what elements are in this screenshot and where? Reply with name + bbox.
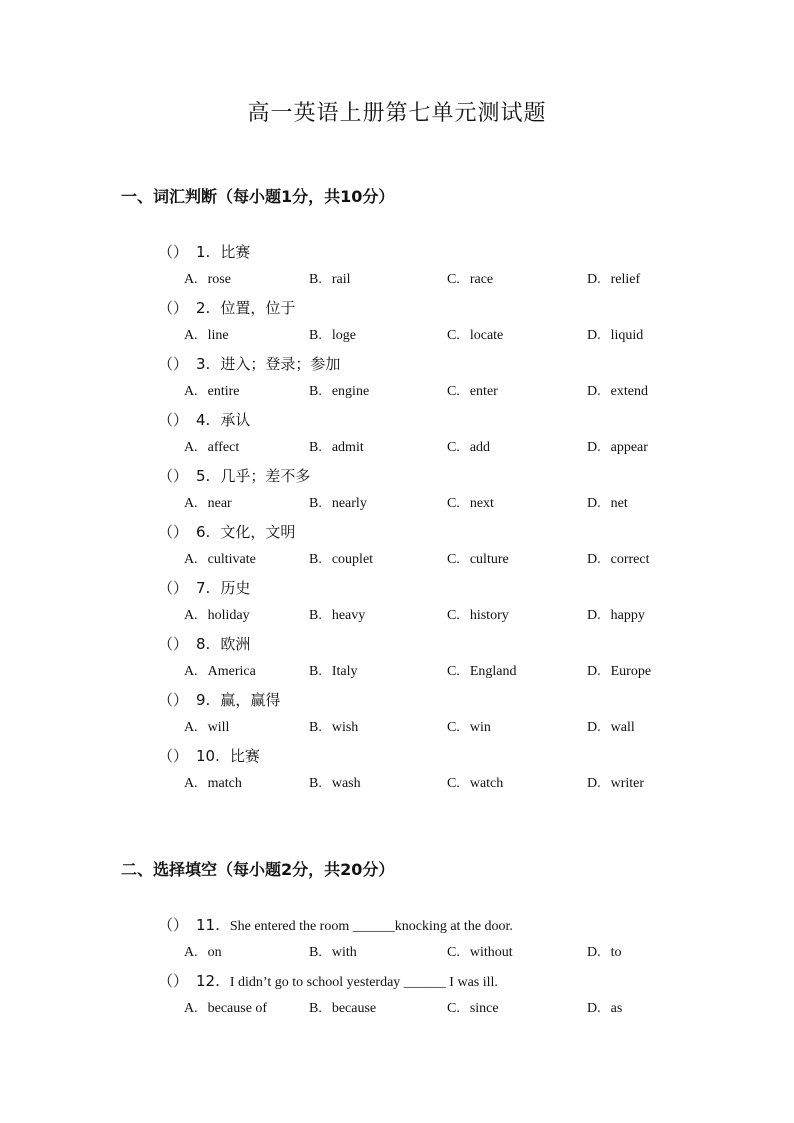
section-heading-vocabulary: 一、词汇判断（每小题1分，共10分）: [121, 187, 395, 206]
option-d[interactable]: [587, 324, 643, 348]
option-letter: D.: [587, 608, 601, 623]
option-d[interactable]: [587, 268, 640, 292]
question-text: 承认: [220, 411, 251, 429]
option-letter: A.: [184, 1001, 198, 1016]
option-c[interactable]: [447, 268, 493, 292]
option-text: history: [469, 608, 509, 623]
option-text: because of: [207, 1001, 268, 1016]
option-letter: A.: [184, 384, 198, 399]
page-title: 高一英语上册第七单元测试题: [247, 101, 547, 126]
option-text: race: [469, 272, 494, 287]
option-letter: C.: [447, 776, 460, 791]
option-text: line: [207, 328, 229, 343]
option-text: entire: [207, 384, 240, 399]
option-letter: D.: [587, 272, 601, 287]
question-number: 10.: [196, 747, 220, 765]
question-text: 比赛: [220, 243, 251, 261]
answer-blank[interactable]: （）: [158, 579, 189, 597]
option-letter: A.: [184, 664, 198, 679]
question-stem: [158, 520, 295, 544]
option-b[interactable]: [309, 772, 361, 796]
option-text: liquid: [610, 328, 644, 343]
option-letter: A.: [184, 496, 198, 511]
question-number: 3.: [196, 355, 211, 373]
option-letter: B.: [309, 945, 322, 960]
option-letter: B.: [309, 328, 322, 343]
option-letter: A.: [184, 328, 198, 343]
option-text: watch: [469, 776, 504, 791]
option-b[interactable]: [309, 436, 364, 460]
question-item: [158, 240, 718, 296]
option-text: couplet: [331, 552, 374, 567]
answer-blank[interactable]: （）: [158, 916, 189, 934]
option-letter: A.: [184, 776, 198, 791]
option-letter: D.: [587, 328, 601, 343]
option-text: correct: [610, 552, 650, 567]
option-text: Italy: [331, 664, 358, 679]
option-letter: A.: [184, 272, 198, 287]
option-b[interactable]: [309, 324, 356, 348]
answer-blank[interactable]: （）: [158, 243, 189, 261]
option-row: [158, 660, 718, 684]
option-letter: D.: [587, 552, 601, 567]
option-d[interactable]: [587, 941, 622, 965]
option-d[interactable]: [587, 492, 628, 516]
option-a[interactable]: [184, 380, 240, 404]
option-row: [158, 436, 718, 460]
section-heading-multiple-choice: 二、选择填空（每小题2分，共20分）: [121, 860, 395, 879]
option-c[interactable]: [447, 324, 503, 348]
question-stem: [158, 632, 250, 656]
option-c[interactable]: [447, 941, 513, 965]
question-item: [158, 408, 718, 464]
option-a[interactable]: [184, 604, 250, 628]
option-c[interactable]: [447, 492, 494, 516]
answer-blank[interactable]: （）: [158, 467, 189, 485]
option-c[interactable]: [447, 436, 490, 460]
option-a[interactable]: [184, 268, 231, 292]
question-text: She entered the room ______knocking at the door.: [229, 919, 513, 934]
option-text: locate: [469, 328, 504, 343]
question-stem: [158, 744, 260, 768]
option-letter: D.: [587, 776, 601, 791]
option-text: Europe: [610, 664, 652, 679]
option-b[interactable]: [309, 268, 351, 292]
option-text: engine: [331, 384, 370, 399]
question-stem: [158, 296, 295, 320]
question-stem: [158, 352, 340, 376]
option-letter: B.: [309, 608, 322, 623]
option-d[interactable]: [587, 380, 648, 404]
question-stem: [158, 464, 310, 488]
option-row: [158, 941, 718, 965]
option-text: writer: [610, 776, 645, 791]
question-text: 比赛: [229, 747, 260, 765]
question-number: 9.: [196, 691, 211, 709]
option-text: add: [469, 440, 491, 455]
option-b[interactable]: [309, 492, 367, 516]
answer-blank[interactable]: （）: [158, 523, 189, 541]
option-text: holiday: [207, 608, 250, 623]
question-item: [158, 520, 718, 576]
question-text: 欧洲: [220, 635, 251, 653]
option-letter: B.: [309, 496, 322, 511]
option-text: heavy: [331, 608, 366, 623]
option-letter: C.: [447, 384, 460, 399]
option-text: wash: [331, 776, 361, 791]
option-letter: B.: [309, 552, 322, 567]
option-text: next: [469, 496, 494, 511]
option-letter: C.: [447, 1001, 460, 1016]
option-letter: C.: [447, 608, 460, 623]
question-item: [158, 632, 718, 688]
question-number: 6.: [196, 523, 211, 541]
question-text: 几乎；差不多: [220, 467, 311, 485]
option-letter: D.: [587, 440, 601, 455]
option-a[interactable]: [184, 436, 239, 460]
multiple-choice-question-list: [158, 913, 718, 1025]
option-letter: C.: [447, 720, 460, 735]
option-d[interactable]: [587, 997, 622, 1021]
option-letter: A.: [184, 440, 198, 455]
answer-blank[interactable]: （）: [158, 635, 189, 653]
option-row: [158, 268, 718, 292]
option-b[interactable]: [309, 660, 358, 684]
option-text: to: [610, 945, 622, 960]
option-text: since: [469, 1001, 499, 1016]
question-number: 7.: [196, 579, 211, 597]
question-number: 11.: [196, 916, 220, 934]
option-d[interactable]: [587, 716, 635, 740]
question-item: [158, 744, 718, 800]
option-letter: D.: [587, 384, 601, 399]
option-text: loge: [331, 328, 356, 343]
option-c[interactable]: [447, 772, 503, 796]
option-letter: B.: [309, 1001, 322, 1016]
option-text: happy: [610, 608, 645, 623]
question-item: [158, 576, 718, 632]
option-text: culture: [469, 552, 509, 567]
question-number: 5.: [196, 467, 211, 485]
option-text: England: [469, 664, 517, 679]
question-item: [158, 296, 718, 352]
option-row: [158, 380, 718, 404]
option-text: match: [207, 776, 242, 791]
option-c[interactable]: [447, 380, 498, 404]
option-text: affect: [207, 440, 240, 455]
option-d[interactable]: [587, 548, 649, 572]
option-a[interactable]: [184, 492, 232, 516]
option-c[interactable]: [447, 548, 509, 572]
option-text: near: [207, 496, 232, 511]
option-b[interactable]: [309, 716, 358, 740]
question-item: [158, 352, 718, 408]
question-number: 12.: [196, 972, 220, 990]
option-b[interactable]: [309, 604, 365, 628]
option-d[interactable]: [587, 772, 644, 796]
option-text: appear: [610, 440, 648, 455]
option-text: net: [610, 496, 628, 511]
option-letter: C.: [447, 664, 460, 679]
option-row: [158, 997, 718, 1021]
option-d[interactable]: [587, 660, 651, 684]
option-a[interactable]: [184, 660, 256, 684]
answer-blank[interactable]: （）: [158, 355, 189, 373]
question-number: 1.: [196, 243, 211, 261]
question-stem: [158, 576, 250, 600]
answer-blank[interactable]: （）: [158, 747, 189, 765]
option-letter: C.: [447, 945, 460, 960]
option-row: [158, 324, 718, 348]
option-text: wish: [331, 720, 359, 735]
option-text: relief: [610, 272, 641, 287]
option-letter: B.: [309, 272, 322, 287]
answer-blank[interactable]: （）: [158, 691, 189, 709]
option-a[interactable]: [184, 941, 222, 965]
option-letter: B.: [309, 384, 322, 399]
option-b[interactable]: [309, 997, 376, 1021]
option-text: rail: [331, 272, 351, 287]
question-text: 历史: [220, 579, 251, 597]
option-c[interactable]: [447, 716, 491, 740]
option-text: on: [207, 945, 222, 960]
option-letter: D.: [587, 945, 601, 960]
option-a[interactable]: [184, 548, 256, 572]
question-stem: [158, 408, 250, 432]
question-item: [158, 688, 718, 744]
option-row: [158, 604, 718, 628]
option-text: America: [207, 664, 256, 679]
option-row: [158, 548, 718, 572]
question-text: I didn’t go to school yesterday ______ I was ill.: [229, 975, 498, 990]
option-letter: B.: [309, 440, 322, 455]
option-row: [158, 772, 718, 796]
option-b[interactable]: [309, 380, 369, 404]
question-text: 文化，文明: [220, 523, 296, 541]
option-letter: B.: [309, 776, 322, 791]
option-letter: B.: [309, 720, 322, 735]
question-number: 4.: [196, 411, 211, 429]
option-text: cultivate: [207, 552, 256, 567]
option-letter: D.: [587, 496, 601, 511]
option-b[interactable]: [309, 941, 357, 965]
option-letter: A.: [184, 552, 198, 567]
answer-blank[interactable]: （）: [158, 972, 189, 990]
question-item: [158, 464, 718, 520]
option-d[interactable]: [587, 436, 648, 460]
option-letter: A.: [184, 720, 198, 735]
question-stem: [158, 240, 250, 264]
option-letter: D.: [587, 720, 601, 735]
option-letter: C.: [447, 440, 460, 455]
option-letter: D.: [587, 664, 601, 679]
question-stem: [158, 969, 498, 993]
option-a[interactable]: [184, 772, 242, 796]
answer-blank[interactable]: （）: [158, 411, 189, 429]
option-letter: C.: [447, 328, 460, 343]
option-text: win: [469, 720, 491, 735]
question-stem: [158, 913, 513, 937]
option-text: admit: [331, 440, 364, 455]
question-number: 8.: [196, 635, 211, 653]
option-row: [158, 492, 718, 516]
option-letter: A.: [184, 945, 198, 960]
question-stem: [158, 688, 280, 712]
option-text: rose: [207, 272, 231, 287]
question-text: 赢，赢得: [220, 691, 281, 709]
question-item: [158, 969, 718, 1025]
option-text: with: [331, 945, 357, 960]
option-row: [158, 716, 718, 740]
option-c[interactable]: [447, 660, 517, 684]
option-a[interactable]: [184, 997, 267, 1021]
option-b[interactable]: [309, 548, 373, 572]
question-item: [158, 913, 718, 969]
option-letter: C.: [447, 552, 460, 567]
option-text: wall: [610, 720, 635, 735]
question-text: 进入；登录；参加: [220, 355, 341, 373]
option-letter: A.: [184, 608, 198, 623]
option-text: enter: [469, 384, 498, 399]
option-letter: B.: [309, 664, 322, 679]
option-text: as: [610, 1001, 623, 1016]
answer-blank[interactable]: （）: [158, 299, 189, 317]
option-text: nearly: [331, 496, 367, 511]
option-text: will: [207, 720, 230, 735]
option-a[interactable]: [184, 716, 229, 740]
option-letter: C.: [447, 272, 460, 287]
option-letter: C.: [447, 496, 460, 511]
question-number: 2.: [196, 299, 211, 317]
option-text: without: [469, 945, 513, 960]
option-c[interactable]: [447, 997, 499, 1021]
vocabulary-question-list: [158, 240, 718, 800]
option-d[interactable]: [587, 604, 645, 628]
option-c[interactable]: [447, 604, 509, 628]
option-text: because: [331, 1001, 377, 1016]
option-a[interactable]: [184, 324, 229, 348]
option-letter: D.: [587, 1001, 601, 1016]
option-text: extend: [610, 384, 648, 399]
question-text: 位置，位于: [220, 299, 296, 317]
